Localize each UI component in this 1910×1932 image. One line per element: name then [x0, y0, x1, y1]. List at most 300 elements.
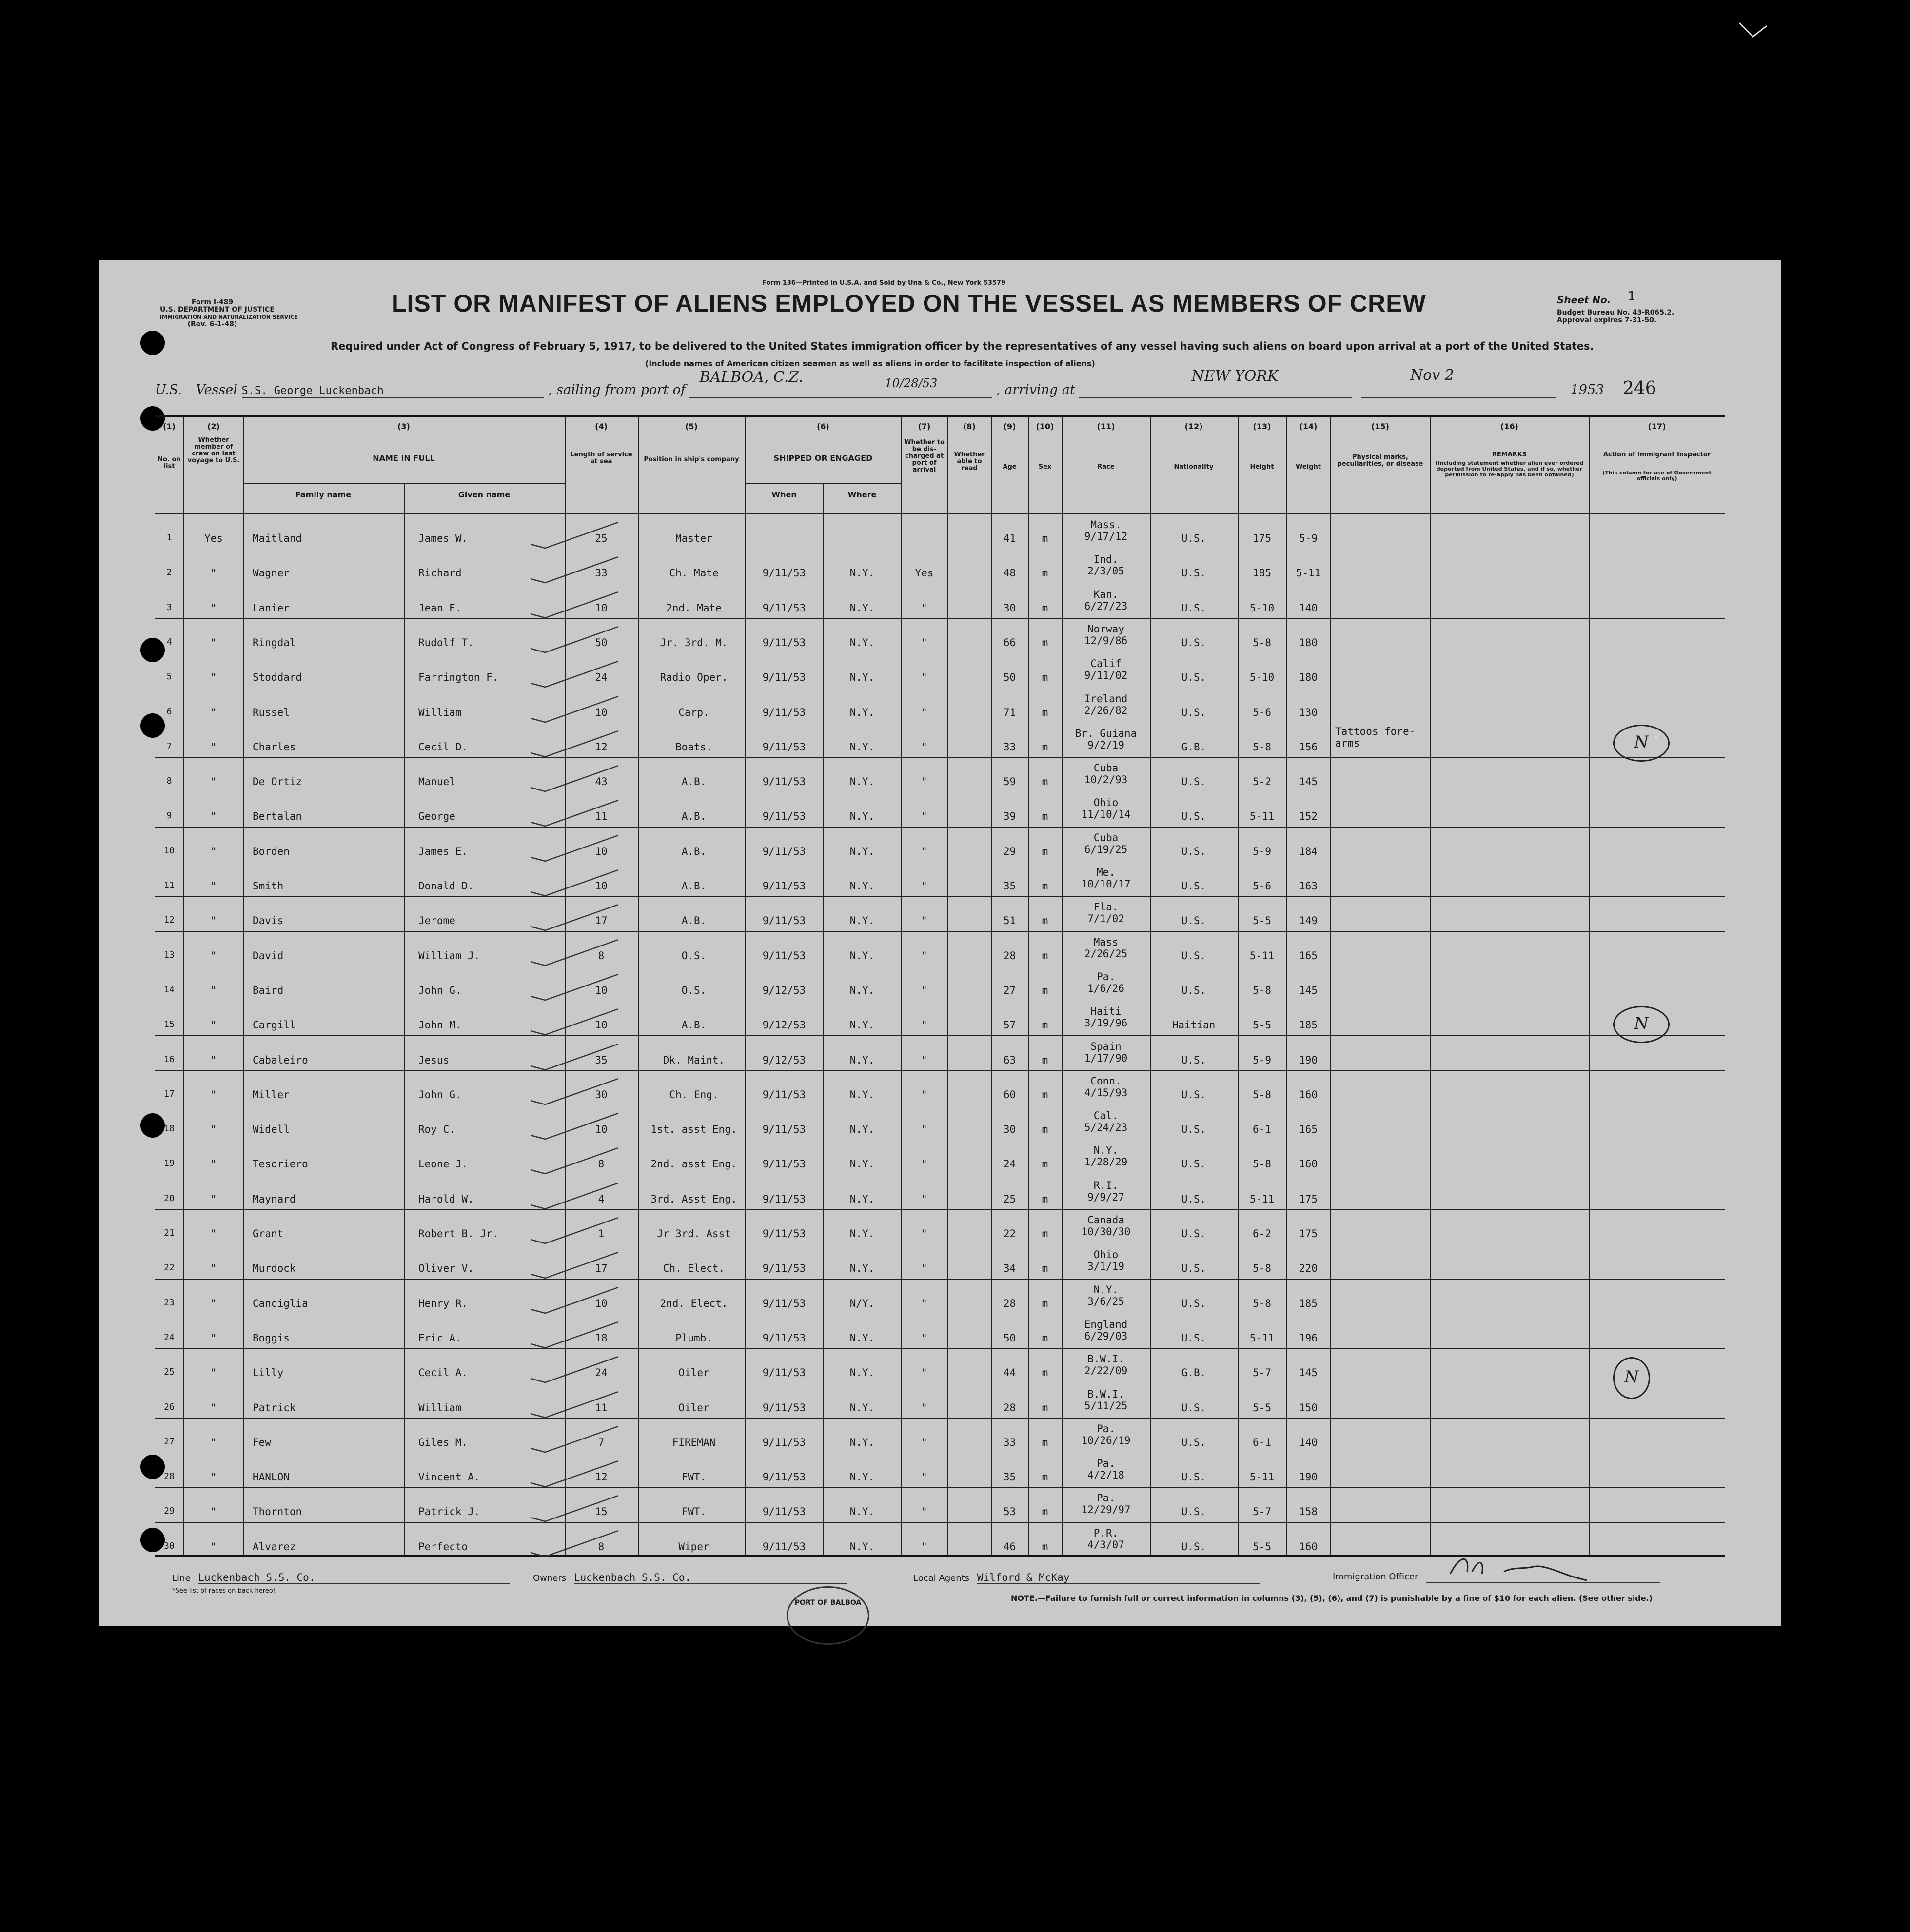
cell-last: ": [210, 636, 217, 649]
cell-disch: ": [921, 602, 927, 614]
check-stroke-icon: [526, 1145, 623, 1175]
cell-where: N.Y.: [849, 1088, 875, 1101]
cell-given: John G.: [418, 1088, 462, 1101]
cell-service: 4: [598, 1193, 605, 1205]
cell-no: 6: [166, 706, 172, 717]
cell-nationality: U.S.: [1181, 1297, 1206, 1309]
cell-when: 9/11/53: [762, 880, 806, 892]
cell-given: Giles M.: [418, 1436, 468, 1448]
cell-birth: [1062, 832, 1150, 855]
cell-given: Oliver V.: [418, 1262, 474, 1275]
cell-no: 10: [164, 845, 175, 856]
cell-height: 5-5: [1253, 1540, 1271, 1553]
cell-given: Donald D.: [418, 880, 474, 892]
cell-position: Carp.: [678, 706, 709, 718]
birth-place: Norway: [1087, 623, 1124, 635]
cell-marks: Tattoos fore-arms: [1335, 725, 1416, 749]
cell-height: 5-8: [1253, 984, 1271, 996]
cell-family: Canciglia: [253, 1297, 308, 1309]
cell-no: 15: [164, 1019, 175, 1030]
cell-given: James E.: [418, 845, 468, 857]
cell-last: ": [210, 671, 217, 684]
birth-date: 6/29/03: [1084, 1330, 1128, 1342]
header-remarks-note: (Including statement whether alien ever ordered deported from United States, and if so, whether permission to re-apply has been obtained): [1435, 460, 1584, 478]
birth-date: 9/11/02: [1084, 670, 1128, 682]
cell-position: Ch. Elect.: [663, 1262, 725, 1275]
cell-where: N.Y.: [849, 1228, 875, 1240]
header-action-note: (This column for use of Government officials only): [1602, 470, 1712, 482]
cell-sex: m: [1042, 845, 1048, 857]
cell-where: N.Y.: [849, 1158, 875, 1170]
cell-where: N.Y.: [849, 1471, 875, 1483]
cell-height: 6-1: [1253, 1124, 1271, 1136]
cell-weight: 185: [1299, 1297, 1318, 1309]
birth-date: 12/29/97: [1081, 1504, 1131, 1516]
cell-given: William J.: [418, 949, 480, 962]
cell-height: 5-11: [1249, 810, 1275, 823]
agents-field: Local Agents Wilford & McKay: [913, 1572, 1260, 1584]
header-position: Position in ship's company: [644, 456, 739, 463]
cell-no: 1: [166, 532, 172, 543]
cell-where: N.Y.: [849, 915, 875, 927]
row-rule: [155, 827, 1725, 828]
cell-height: 5-9: [1253, 845, 1271, 857]
cell-birth: [1062, 936, 1150, 960]
cell-height: 5-8: [1253, 741, 1271, 753]
cell-disch: ": [921, 776, 927, 788]
cell-sex: m: [1042, 636, 1048, 649]
cell-no: 11: [164, 880, 175, 890]
col-num-16: (16): [1500, 422, 1518, 431]
cell-when: 9/11/53: [762, 671, 806, 684]
birth-place: Spain: [1090, 1040, 1122, 1052]
cell-weight: 5-9: [1299, 532, 1318, 544]
cell-height: 5-5: [1253, 1019, 1271, 1031]
vessel-prefix: U.S.: [155, 382, 182, 397]
cell-disch: ": [921, 1471, 927, 1483]
col-num-13: (13): [1253, 422, 1271, 431]
cell-when: 9/11/53: [762, 1124, 806, 1136]
cell-nationality: U.S.: [1181, 706, 1206, 718]
cell-where: N.Y.: [849, 706, 875, 718]
cell-nationality: U.S.: [1181, 1262, 1206, 1275]
cell-position: A.B.: [681, 1019, 707, 1031]
cell-when: 9/11/53: [762, 949, 806, 962]
col-num-15: (15): [1371, 422, 1389, 431]
cell-family: Widell: [253, 1124, 290, 1136]
cell-no: 9: [166, 810, 172, 821]
birth-date: 2/26/25: [1084, 947, 1128, 960]
cell-last: ": [210, 880, 217, 892]
cell-disch: ": [921, 1262, 927, 1275]
cell-last: ": [210, 1297, 217, 1309]
check-stroke-icon: [526, 1181, 623, 1210]
cell-service: 10: [595, 1124, 608, 1136]
cell-family: Stoddard: [253, 671, 302, 684]
birth-place: Me.: [1097, 867, 1115, 878]
cell-where: N.Y.: [849, 1193, 875, 1205]
cell-no: 7: [166, 741, 172, 751]
cell-service: 8: [598, 1540, 605, 1553]
cell-family: David: [253, 949, 284, 962]
cell-where: N.Y.: [849, 1124, 875, 1136]
table-row: [155, 863, 1725, 897]
cell-when: 9/11/53: [762, 741, 806, 753]
cell-nationality: U.S.: [1181, 532, 1206, 544]
cell-family: Charles: [253, 741, 296, 753]
cell-where: N.Y.: [849, 741, 875, 753]
line-field: Line Luckenbach S.S. Co.: [172, 1572, 510, 1584]
cell-position: 2nd. asst Eng.: [650, 1158, 737, 1170]
cell-no: 30: [164, 1540, 175, 1551]
check-stroke-icon: [526, 1459, 623, 1488]
cell-service: 33: [595, 567, 608, 579]
cell-where: N.Y.: [849, 1054, 875, 1066]
cell-where: N.Y.: [849, 880, 875, 892]
cell-service: 43: [595, 776, 608, 788]
cell-family: Maynard: [253, 1193, 296, 1205]
arrival-date: Nov 2: [1410, 367, 1454, 384]
cell-height: 5-11: [1249, 1471, 1275, 1483]
cell-age: 44: [1003, 1367, 1016, 1379]
cell-age: 33: [1003, 1436, 1016, 1448]
cell-sex: m: [1042, 880, 1048, 892]
cell-no: 26: [164, 1401, 175, 1412]
cell-birth: [1062, 728, 1150, 751]
cell-age: 25: [1003, 1193, 1016, 1205]
col-num-12: (12): [1184, 422, 1203, 431]
header-length-service: Length of service at sea: [570, 451, 632, 465]
check-stroke-icon: [526, 1042, 623, 1071]
cell-position: FIREMAN: [672, 1436, 716, 1448]
cell-sex: m: [1042, 1436, 1048, 1448]
cell-last: ": [210, 1262, 217, 1275]
cell-where: N.Y.: [849, 1019, 875, 1031]
cell-age: 46: [1003, 1540, 1016, 1553]
row-rule: [155, 1487, 1725, 1488]
cell-no: 4: [166, 636, 172, 647]
birth-date: 6/27/23: [1084, 600, 1128, 612]
cell-sex: m: [1042, 1124, 1048, 1136]
row-rule: [155, 896, 1725, 897]
cell-given: John M.: [418, 1019, 462, 1031]
punch-hole-icon: [140, 331, 165, 355]
cell-age: 28: [1003, 1401, 1016, 1414]
row-rule: [155, 1522, 1725, 1523]
cell-weight: 160: [1299, 1158, 1318, 1170]
check-stroke-icon: [526, 1076, 623, 1105]
cell-position: 1st. asst Eng.: [650, 1124, 737, 1136]
cell-given: William: [418, 1401, 462, 1414]
cell-sex: m: [1042, 1367, 1048, 1379]
col-num-1: (1): [163, 422, 176, 431]
cell-birth: [1062, 1005, 1150, 1029]
cell-position: O.S.: [681, 949, 707, 962]
row-rule: [155, 1035, 1725, 1036]
check-stroke-icon: [526, 554, 623, 584]
header-family-name: Family name: [295, 490, 352, 499]
birth-place: N.Y.: [1093, 1283, 1119, 1296]
cell-weight: 160: [1299, 1540, 1318, 1553]
cell-disch: ": [921, 1019, 927, 1031]
birth-date: 3/1/19: [1087, 1261, 1124, 1273]
cell-weight: 160: [1299, 1088, 1318, 1101]
cell-family: Miller: [253, 1088, 290, 1101]
birth-date: 9/17/12: [1084, 531, 1128, 542]
cell-last: ": [210, 1228, 217, 1240]
birth-date: 5/24/23: [1084, 1122, 1128, 1134]
cell-given: Rudolf T.: [418, 636, 474, 649]
header-given-name: Given name: [458, 490, 511, 499]
cell-family: Tesoriero: [253, 1158, 308, 1170]
cell-disch: ": [921, 1297, 927, 1309]
year: 1953: [1570, 382, 1604, 397]
birth-date: 3/19/96: [1084, 1017, 1128, 1029]
check-stroke-icon: [526, 798, 623, 827]
cell-last: ": [210, 915, 217, 927]
cell-weight: 220: [1299, 1262, 1318, 1275]
cell-last: ": [210, 602, 217, 614]
cell-weight: 190: [1299, 1054, 1318, 1066]
cell-birth: [1062, 693, 1150, 716]
cell-disch: ": [921, 1540, 927, 1553]
cell-weight: 140: [1299, 602, 1318, 614]
check-stroke-icon: [526, 1215, 623, 1244]
cell-sex: m: [1042, 1193, 1048, 1205]
cell-height: 5-11: [1249, 1193, 1275, 1205]
table-row: [155, 1106, 1725, 1141]
cell-family: Lanier: [253, 602, 290, 614]
cell-given: George: [418, 810, 455, 823]
cell-height: 5-9: [1253, 1054, 1271, 1066]
cell-disch: ": [921, 880, 927, 892]
cell-weight: 149: [1299, 915, 1318, 927]
form-id-block: Form I-489 U.S. DEPARTMENT OF JUSTICE IMMIGRATION AND NATURALIZATION SERVICE (Rev. 6-1-48): [160, 298, 298, 328]
cell-disch: ": [921, 949, 927, 962]
cell-no: 27: [164, 1436, 175, 1447]
birth-date: 2/26/82: [1084, 704, 1128, 716]
cell-no: 13: [164, 949, 175, 960]
cell-family: De Ortiz: [253, 776, 302, 788]
cell-service: 10: [595, 602, 608, 614]
header-whether-member: Whether member of crew on last voyage to U.S.: [187, 436, 240, 464]
cell-where: N.Y.: [849, 776, 875, 788]
cell-position: FWT.: [681, 1506, 707, 1518]
cell-service: 10: [595, 984, 608, 996]
cell-sex: m: [1042, 776, 1048, 788]
arriving-label: , arriving at: [996, 382, 1075, 397]
cell-when: 9/11/53: [762, 845, 806, 857]
col-num-14: (14): [1299, 422, 1318, 431]
cell-birth: [1062, 1319, 1150, 1342]
cell-last: ": [210, 741, 217, 753]
check-stroke-icon: [526, 1250, 623, 1279]
cell-nationality: U.S.: [1181, 984, 1206, 996]
birth-place: Pa.: [1097, 970, 1115, 983]
cell-no: 17: [164, 1088, 175, 1099]
cell-when: 9/11/53: [762, 1088, 806, 1101]
check-stroke-icon: [526, 1493, 623, 1522]
check-stroke-icon: [526, 1389, 623, 1419]
crew-table: [155, 415, 1725, 1557]
cell-height: 5-7: [1253, 1506, 1271, 1518]
sailing-label: , sailing from port of: [548, 382, 686, 397]
table-row: [155, 1280, 1725, 1315]
cell-where: N.Y.: [849, 602, 875, 614]
cell-birth: [1062, 1492, 1150, 1516]
cell-sex: m: [1042, 1401, 1048, 1414]
cell-last: Yes: [204, 532, 223, 544]
cell-where: N.Y.: [849, 984, 875, 996]
cell-service: 10: [595, 1019, 608, 1031]
check-stroke-icon: [526, 694, 623, 723]
cell-service: 25: [595, 532, 608, 544]
cell-family: Ringdal: [253, 636, 296, 649]
check-stroke-icon: [526, 729, 623, 758]
cell-where: N.Y.: [849, 1506, 875, 1518]
cell-family: Smith: [253, 880, 284, 892]
cell-sex: m: [1042, 1297, 1048, 1309]
cell-birth: [1062, 1388, 1150, 1412]
cell-birth: [1062, 762, 1150, 786]
table-row: [155, 1071, 1725, 1106]
cell-no: 14: [164, 984, 175, 995]
birth-date: 4/3/07: [1087, 1538, 1124, 1551]
cell-when: 9/11/53: [762, 1401, 806, 1414]
col-num-5: (5): [685, 422, 698, 431]
cell-position: 2nd. Mate: [666, 602, 722, 614]
cell-last: ": [210, 949, 217, 962]
header-no-on-list: No. on list: [158, 456, 181, 470]
cell-sex: m: [1042, 706, 1048, 718]
cell-weight: 145: [1299, 984, 1318, 996]
cell-disch: ": [921, 810, 927, 823]
cell-where: N.Y.: [849, 636, 875, 649]
table-row: [155, 1488, 1725, 1523]
cell-family: Alvarez: [253, 1540, 296, 1553]
cell-sex: m: [1042, 1158, 1048, 1170]
cell-weight: 152: [1299, 810, 1318, 823]
birth-place: P.R.: [1093, 1527, 1119, 1539]
include-note: (Include names of American citizen seamen as well as aliens in order to facilitate inspection of aliens): [645, 359, 1095, 368]
table-row: [155, 1349, 1725, 1384]
birth-date: 3/6/25: [1087, 1295, 1124, 1307]
cell-when: 9/11/53: [762, 1332, 806, 1344]
cell-family: Wagner: [253, 567, 290, 579]
header-bottom-rule: [155, 513, 1725, 514]
cell-when: 9/11/53: [762, 706, 806, 718]
header-remarks: REMARKS: [1492, 451, 1527, 458]
cell-age: 48: [1003, 567, 1016, 579]
cell-when: 9/11/53: [762, 1471, 806, 1483]
table-row: [155, 1384, 1725, 1419]
cell-family: Lilly: [253, 1367, 284, 1379]
cell-nationality: U.S.: [1181, 1088, 1206, 1101]
birth-place: Cuba: [1093, 831, 1119, 844]
cell-given: Vincent A.: [418, 1471, 480, 1483]
cell-birth: [1062, 519, 1150, 542]
cell-where: N.Y.: [849, 810, 875, 823]
cell-no: 23: [164, 1297, 175, 1308]
cell-weight: 175: [1299, 1193, 1318, 1205]
table-row: [155, 1002, 1725, 1036]
cell-age: 41: [1003, 532, 1016, 544]
header-name-in-full: NAME IN FULL: [373, 453, 435, 463]
cell-weight: 5-11: [1296, 567, 1321, 579]
cell-position: O.S.: [681, 984, 707, 996]
cell-birth: [1062, 1458, 1150, 1481]
cell-sex: m: [1042, 1471, 1048, 1483]
port-stamp: PORT OF BALBOA: [787, 1586, 869, 1645]
table-row: [155, 758, 1725, 793]
check-stroke-icon: [526, 937, 623, 966]
cell-last: ": [210, 1054, 217, 1066]
cell-sex: m: [1042, 1228, 1048, 1240]
cell-no: 21: [164, 1228, 175, 1238]
cell-when: 9/11/53: [762, 567, 806, 579]
cell-height: 5-11: [1249, 1332, 1275, 1344]
cell-disch: ": [921, 1088, 927, 1101]
cell-nationality: U.S.: [1181, 567, 1206, 579]
cell-height: 175: [1253, 532, 1271, 544]
cell-birth: [1062, 1075, 1150, 1099]
birth-place: R.I.: [1093, 1179, 1119, 1191]
cell-given: James W.: [418, 532, 468, 544]
cell-birth: [1062, 658, 1150, 681]
cell-given: Cecil A.: [418, 1367, 468, 1379]
cell-nationality: U.S.: [1181, 1332, 1206, 1344]
cell-service: 10: [595, 1297, 608, 1309]
sailing-port: BALBOA, C.Z.: [699, 369, 804, 386]
check-stroke-icon: [526, 1424, 623, 1453]
cell-age: 63: [1003, 1054, 1016, 1066]
cell-last: ": [210, 1124, 217, 1136]
birth-place: Ohio: [1093, 797, 1119, 809]
cell-height: 5-5: [1253, 915, 1271, 927]
cell-disch: ": [921, 915, 927, 927]
birth-date: 9/2/19: [1087, 739, 1124, 751]
cell-birth: [1062, 623, 1150, 647]
cell-height: 5-8: [1253, 1158, 1271, 1170]
cell-position: Ch. Eng.: [669, 1088, 719, 1101]
cell-age: 24: [1003, 1158, 1016, 1170]
cell-where: N.Y.: [849, 1540, 875, 1553]
cell-position: Oiler: [678, 1401, 709, 1414]
cell-nationality: U.S.: [1181, 636, 1206, 649]
vessel-label: Vessel: [196, 382, 237, 397]
cell-age: 29: [1003, 845, 1016, 857]
birth-date: 11/10/14: [1081, 808, 1131, 821]
cell-family: Patrick: [253, 1401, 296, 1414]
cell-height: 5-6: [1253, 880, 1271, 892]
col-num-4: (4): [595, 422, 608, 431]
cell-age: 53: [1003, 1506, 1016, 1518]
cell-given: Jerome: [418, 915, 455, 927]
cell-service: 10: [595, 706, 608, 718]
row-rule: [155, 757, 1725, 758]
cell-sex: m: [1042, 984, 1048, 996]
birth-place: Kan.: [1093, 588, 1119, 600]
table-row: [155, 932, 1725, 967]
cell-given: Manuel: [418, 776, 455, 788]
cell-age: 57: [1003, 1019, 1016, 1031]
inspector-mark-row-25: N: [1613, 1357, 1650, 1399]
cell-given: Leone J.: [418, 1158, 468, 1170]
check-stroke-icon: [526, 659, 623, 688]
cell-weight: 150: [1299, 1401, 1318, 1414]
cell-sex: m: [1042, 1088, 1048, 1101]
cell-last: ": [210, 1471, 217, 1483]
